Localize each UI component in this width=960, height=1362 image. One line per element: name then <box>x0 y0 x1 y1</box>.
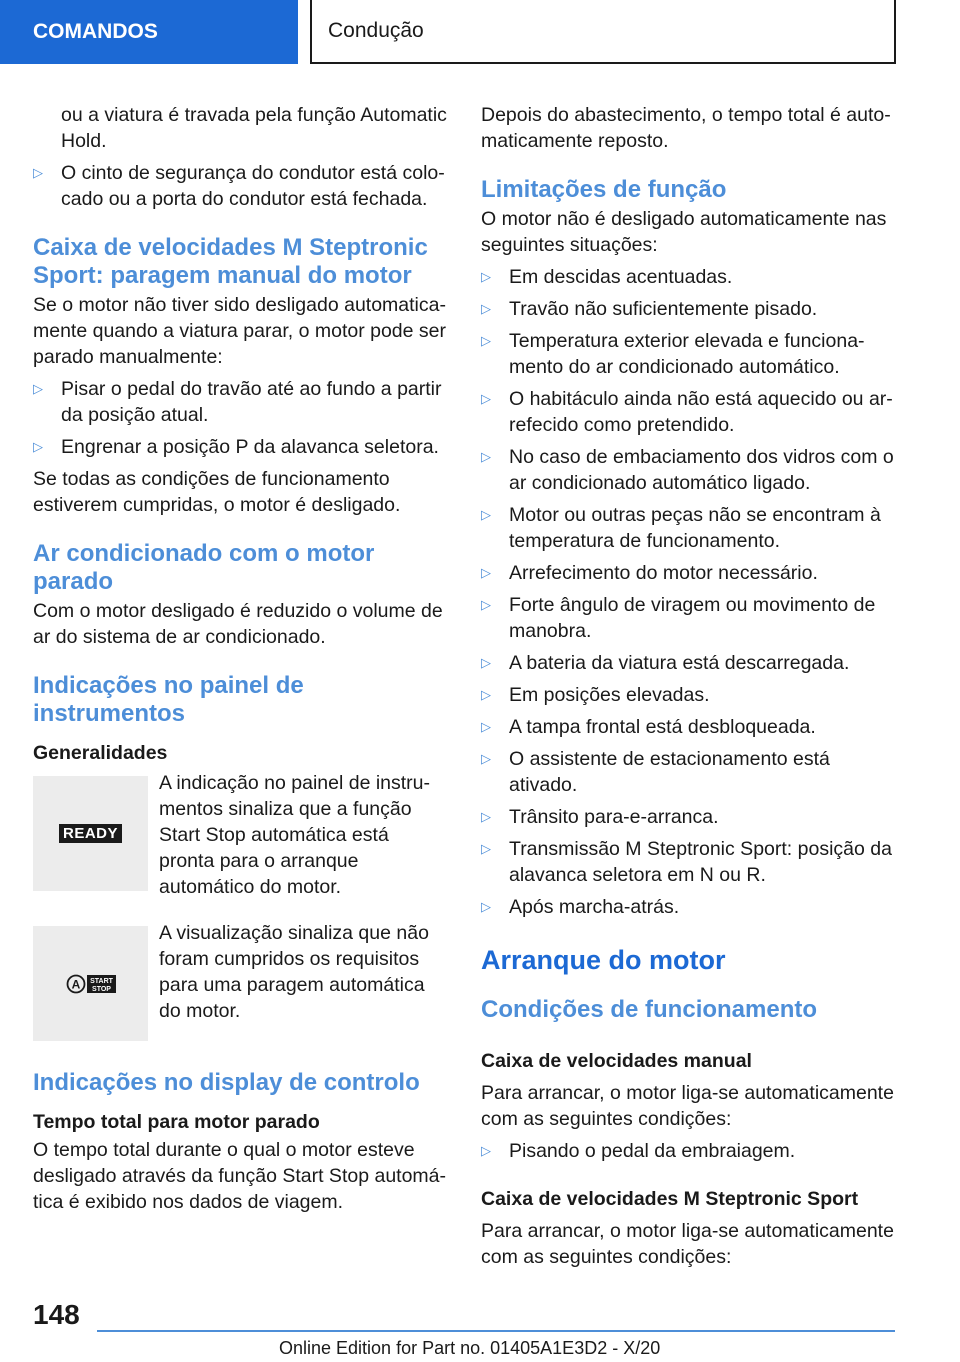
left-column <box>33 100 447 1215</box>
list-item: ▷ Travão não suficientemente pisado. <box>481 298 818 320</box>
chapter-tab: Condução <box>310 0 896 64</box>
ready-icon: READY <box>59 824 122 843</box>
list-item: ▷ Após marcha-atrás. <box>481 896 680 918</box>
heading-conditions: Condições de funcionamento <box>481 996 818 1023</box>
start-stop-icon <box>65 972 117 996</box>
bullet-icon: ▷ <box>481 899 491 914</box>
subheading-general: Generalidades <box>33 742 168 764</box>
list-item: ▷ Forte ângulo de viragem ou movimento de manobra. <box>481 594 876 642</box>
list-item: ▷ No caso de embaciamento dos vidros com o ar condicionado automático ligado. <box>481 446 894 494</box>
bullet-icon: ▷ <box>481 507 491 522</box>
list-item: ▷ Temperatura exterior elevada e funcionamento do ar condicionado automático. <box>481 330 865 378</box>
list-item: ▷ Pisando o pedal da embraiagem. <box>481 1140 796 1162</box>
figure-ready <box>33 770 447 900</box>
list-item: ▷ A tampa frontal está desbloqueada. <box>481 716 816 738</box>
svg-text:A: A <box>71 977 80 991</box>
ready-indicator-image <box>33 776 148 891</box>
paragraph: A indicação no painel de instrumentos sinaliza que a função Start Stop automática está pronta para o arranque automático do motor. <box>159 772 431 898</box>
limits-list <box>481 264 901 920</box>
bullet-icon: ▷ <box>481 687 491 702</box>
list-item: ▷ Transmissão M Steptronic Sport: posição da alavanca seletora em N ou R. <box>481 838 892 886</box>
start-stop-indicator-image <box>33 926 148 1041</box>
bullet-icon: ▷ <box>33 381 43 396</box>
bullet-icon: ▷ <box>33 439 43 454</box>
section-tab: COMANDOS <box>0 0 298 64</box>
bullet-icon: ▷ <box>481 1143 491 1158</box>
bullet-icon: ▷ <box>481 391 491 406</box>
bullet-icon: ▷ <box>481 269 491 284</box>
heading-limits: Limitações de função <box>481 176 727 203</box>
continued-text: ou a viatura é travada pela função Automatic Hold. <box>61 104 447 152</box>
list-item: ▷ Em descidas acentuadas. <box>481 266 733 288</box>
footer-edition: Online Edition for Part no. 01405A1E3D2 - X/20 <box>279 1338 661 1358</box>
list-item: ▷ O assistente de estacionamento está ativado. <box>481 748 830 796</box>
bullet-icon: ▷ <box>481 841 491 856</box>
list-item: ▷ Pisar o pedal do travão até ao fundo a partir da posição atual. <box>33 378 442 426</box>
paragraph: O motor não é desligado automaticamente nas seguintes situações: <box>481 208 887 256</box>
heading-instruments: Indicações no painel de instrumentos <box>33 672 304 727</box>
bullet-icon: ▷ <box>481 809 491 824</box>
paragraph: O tempo total durante o qual o motor esteve desligado através da função Start Stop automática é exibido nos dados de viagem. <box>33 1139 447 1213</box>
bullet-icon: ▷ <box>481 751 491 766</box>
list-item: ▷ A bateria da viatura está descarregada. <box>481 652 850 674</box>
heading-engine-start: Arranque do motor <box>481 945 726 975</box>
footer-divider <box>97 1330 895 1332</box>
right-column <box>481 100 901 1270</box>
bullet-icon: ▷ <box>33 165 43 180</box>
page-number: 148 <box>33 1299 80 1330</box>
subheading-total-time: Tempo total para motor parado <box>33 1111 320 1133</box>
paragraph: Para arrancar, o motor liga-se automaticamente com as seguintes condições: <box>481 1220 894 1268</box>
list-item: ▷ Motor ou outras peças não se encontram à temperatura de funcionamento. <box>481 504 881 552</box>
subheading-manual-gearbox: Caixa de velocidades manual <box>481 1050 752 1072</box>
list-item: ▷ Engrenar a posição P da alavanca seletora. <box>33 436 439 458</box>
heading-display: Indicações no display de controlo <box>33 1069 420 1096</box>
bullet-icon: ▷ <box>481 449 491 464</box>
list-item: ▷ O habitáculo ainda não está aquecido ou arrefecido como pretendido. <box>481 388 893 436</box>
svg-text:START: START <box>89 977 113 985</box>
figure-start-stop <box>33 920 447 1041</box>
svg-text:STOP: STOP <box>91 985 111 993</box>
paragraph: Se o motor não tiver sido desligado automaticamente quando a viatura parar, o motor pode ser parado manualmente: <box>33 294 447 368</box>
list-item: ▷ Arrefecimento do motor necessário. <box>481 562 818 584</box>
bullet-icon: ▷ <box>481 333 491 348</box>
bullet-icon: ▷ <box>481 597 491 612</box>
paragraph: Depois do abastecimento, o tempo total é automaticamente reposto. <box>481 104 891 152</box>
bullet-icon: ▷ <box>481 655 491 670</box>
bullet-icon: ▷ <box>481 301 491 316</box>
paragraph: Se todas as condições de funcionamento estiverem cumpridas, o motor é desligado. <box>33 468 401 516</box>
heading-ac: Ar condicionado com o motor parado <box>33 540 375 595</box>
heading-manual-stop: Caixa de velocidades M Steptronic Sport: paragem manual do motor <box>33 234 428 289</box>
paragraph: A visualização sinaliza que não foram cumpridos os requisitos para uma paragem automática do motor. <box>159 922 429 1022</box>
list-item: ▷ Trânsito para-e-arranca. <box>481 806 719 828</box>
paragraph: Para arrancar, o motor liga-se automaticamente com as seguintes condições: <box>481 1082 894 1130</box>
list-item: ▷ Em posições elevadas. <box>481 684 710 706</box>
paragraph: Com o motor desligado é reduzido o volume de ar do sistema de ar condicionado. <box>33 600 443 648</box>
bullet-icon: ▷ <box>481 565 491 580</box>
subheading-steptronic: Caixa de velocidades M Steptronic Sport <box>481 1188 859 1210</box>
bullet-icon: ▷ <box>481 719 491 734</box>
list-item: ▷ O cinto de segurança do condutor está colocado ou a porta do condutor está fechada. <box>33 162 445 210</box>
